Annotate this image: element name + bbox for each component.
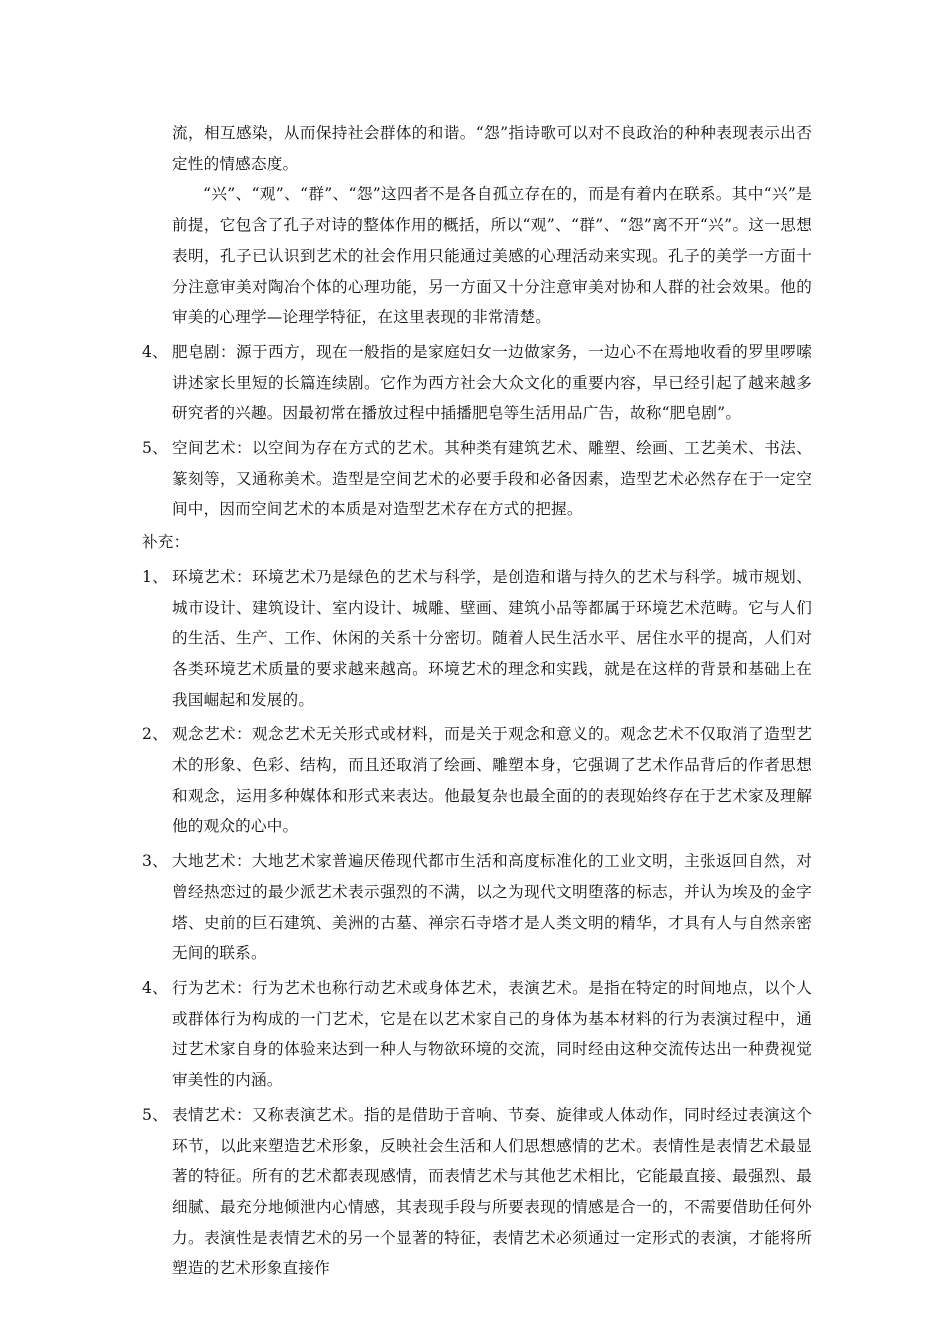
list-item-text: 观念艺术：观念艺术无关形式或材料，而是关于观念和意义的。观念艺术不仅取消了造型艺术的形象、色彩、结构，而且还取消了绘画、雕塑本身，它强调了艺术作品背后的作者思想和观念，运用多种媒体和形式来表达。他最复杂也最全面的的表现始终存在于艺术家及理解他的观众的心中。 [172,725,812,836]
list-item-text: 环境艺术：环境艺术乃是绿色的艺术与科学，是创造和谐与持久的艺术与科学。城市规划、城市设计、建筑设计、室内设计、城雕、壁画、建筑小品等都属于环境艺术范畴。它与人们的生活、生产、工作、休闲的关系十分密切。随着人民生活水平、居住水平的提高，人们对各类环境艺术质量的要求越来越高。环境艺术的理念和实践，就是在这样的背景和基础上在我国崛起和发展的。 [172,567,812,709]
paragraph-continued: 流，相互感染，从而保持社会群体的和谐。“怨”指诗歌可以对不良政治的种种表现表示出否定性的情感态度。 [172,124,812,173]
list-number: 1、 [142,567,168,586]
supplement-item [142,719,812,842]
list-item [142,337,812,429]
supplement-item [142,846,812,969]
supplement-item [142,562,812,716]
supplement-item [142,973,812,1096]
list-number: 4、 [142,978,168,997]
list-item-text: 肥皂剧：源于西方，现在一般指的是家庭妇女一边做家务，一边心不在焉地收看的罗里啰嗦讲述家长里短的长篇连续剧。它作为西方社会大众文化的重要内容，早已经引起了越来越多研究者的兴趣。因最初常在播放过程中插播肥皂等生活用品广告，故称“肥皂剧”。 [172,342,812,423]
list-item-text: 大地艺术：大地艺术家普遍厌倦现代都市生活和高度标准化的工业文明，主张返回自然，对曾经热恋过的最少派艺术表示强烈的不满，以之为现代文明堕落的标志，并认为埃及的金字塔、史前的巨石建筑、美洲的古墓、禅宗石寺塔才是人类文明的精华，才具有人与自然亲密无间的联系。 [172,852,812,963]
list-number: 2、 [142,725,168,744]
list-item-text: 表情艺术：又称表演艺术。指的是借助于音响、节奏、旋律或人体动作，同时经过表演这个环节，以此来塑造艺术形象，反映社会生活和人们思想感情的艺术。表情性是表情艺术最显著的特征。所有的艺术都表现感情，而表情艺术与其他艺术相比，它能最直接、最强烈、最细腻、最充分地倾泄内心情感，其表现手段与所要表现的情感是合一的，不需要借助任何外力。表演性是表情艺术的另一个显著的特征，表情艺术必须通过一定形式的表演，才能将所塑造的艺术形象直接作 [172,1105,812,1278]
supplement-heading: 补充： [142,533,190,552]
list-number: 4、 [142,342,168,361]
list-item [142,433,812,525]
list-item-text: 空间艺术：以空间为存在方式的艺术。其种类有建筑艺术、雕塑、绘画、工艺美术、书法、篆刻等，又通称美术。造型是空间艺术的必要手段和必备因素，造型艺术必然存在于一定空间中，因而空间艺术的本质是对造型艺术存在方式的把握。 [172,439,812,519]
document-body [142,118,812,1284]
list-item-text: 行为艺术：行为艺术也称行动艺术或身体艺术，表演艺术。是指在特定的时间地点，以个人或群体行为构成的一门艺术，它是在以艺术家自己的身体为基本材料的行为表演过程中，通过艺术家自身的体验来达到一种人与物欲环境的交流，同时经由这种交流传达出一种费视觉审美性的内涵。 [172,978,812,1090]
list-number: 5、 [142,1105,168,1124]
list-number: 3、 [142,852,168,871]
supplement-item [142,1100,812,1284]
paragraph-xing-guan-qun-yuan: “兴”、“观”、“群”、“怨”这四者不是各自孤立存在的，而是有着内在联系。其中“兴”是前提，它包含了孔子对诗的整体作用的概括，所以“观”、“群”、“怨”离不开“兴”。这一思想表明，孔子已认识到艺术的社会作用只能通过美感的心理活动来实现。孔子的美学一方面十分注意审美对陶冶个体的心理功能，另一方面又十分注意审美对协和人群的社会效果。他的审美的心理学—论理学特征，在这里表现的非常清楚。 [172,185,812,327]
continued-section [142,118,812,333]
list-number: 5、 [142,439,168,458]
